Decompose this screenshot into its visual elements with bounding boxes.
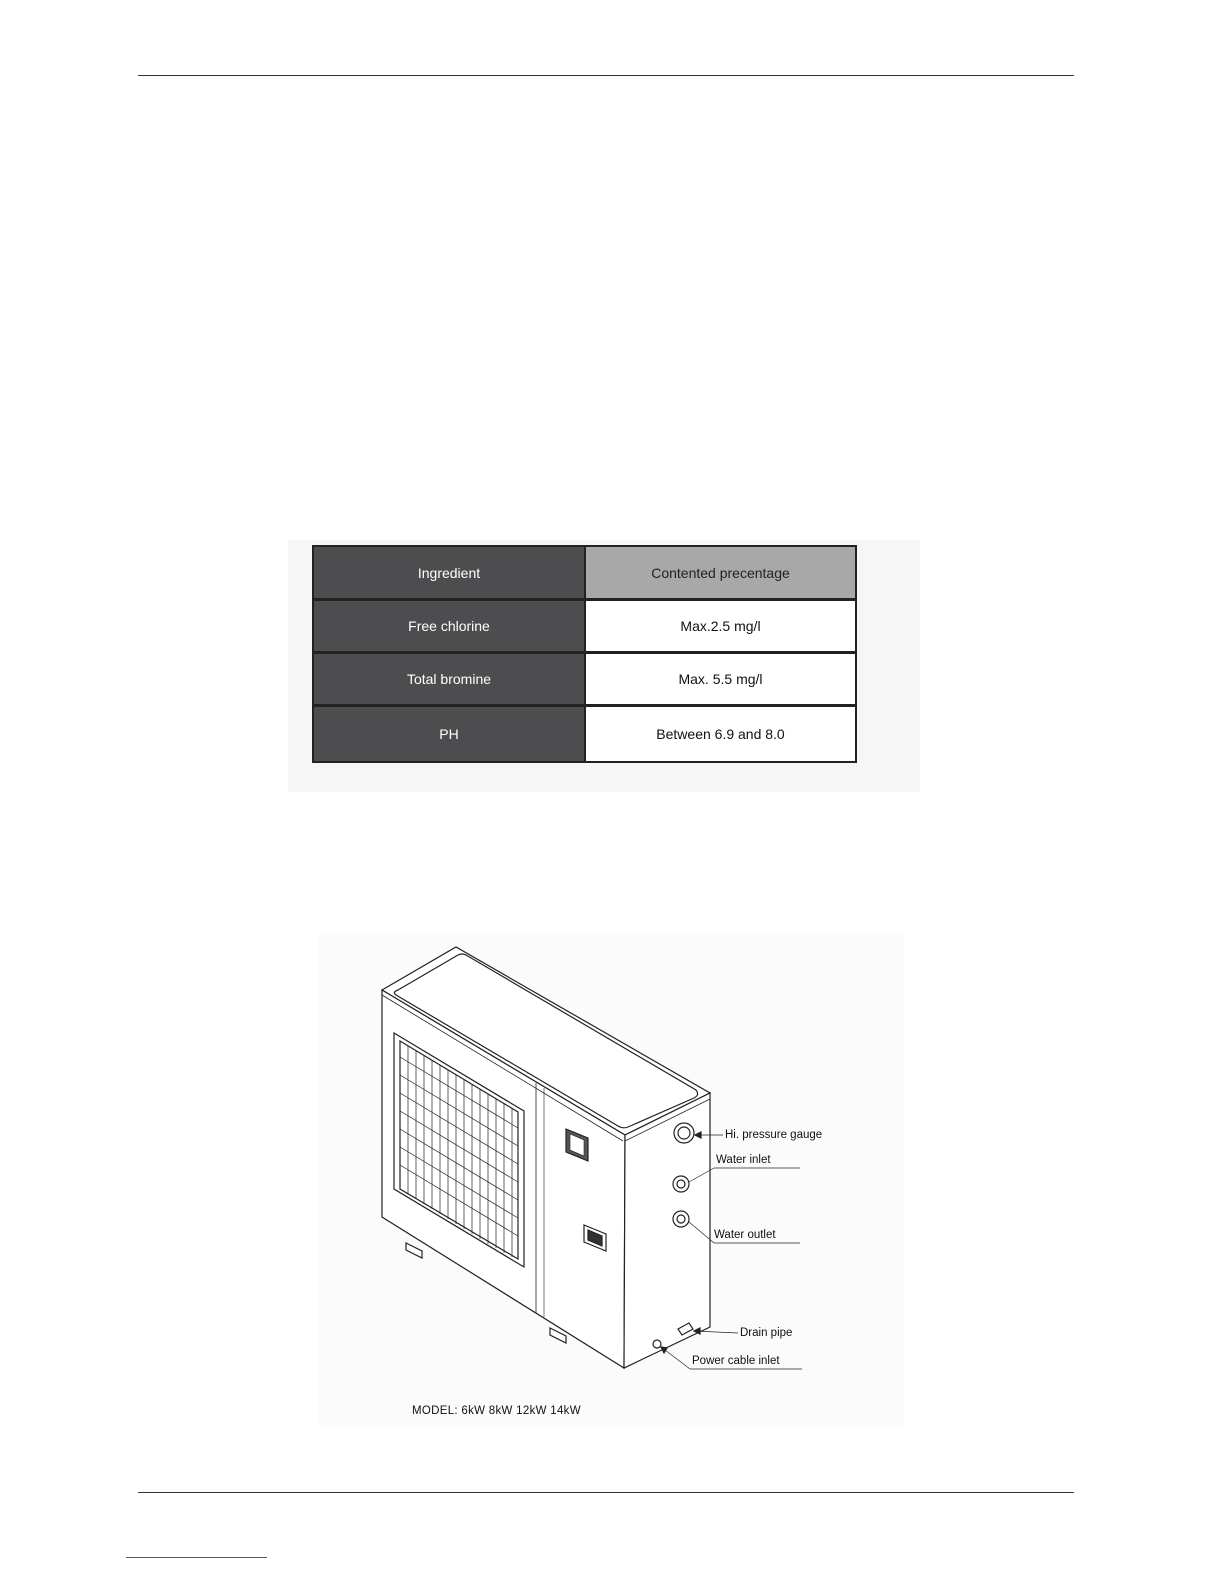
heat-pump-unit-drawing [318,935,904,1425]
header-percentage: Contented precentage [586,547,855,601]
water-chemistry-table [312,545,857,763]
row-value: Max. 5.5 mg/l [586,654,855,707]
row-ingredient: PH [314,707,586,761]
header-rule [138,75,1074,76]
callout-pressure-gauge: Hi. pressure gauge [725,1129,823,1141]
row-value: Between 6.9 and 8.0 [586,707,855,761]
footer-link-underline[interactable] [126,1557,267,1558]
callout-water-outlet: Water outlet [714,1229,776,1241]
table-row [314,654,855,707]
callout-power-cable-inlet: Power cable inlet [692,1355,780,1367]
table-row [314,707,855,761]
table-row [314,601,855,654]
header-ingredient: Ingredient [314,547,586,601]
footer-rule [138,1492,1074,1493]
model-caption: MODEL: 6kW 8kW 12kW 14kW [412,1405,581,1417]
table-header-row [314,547,855,601]
water-chemistry-table-image [288,540,920,792]
heat-pump-unit-figure [318,935,904,1425]
row-ingredient: Total bromine [314,654,586,707]
row-value: Max.2.5 mg/l [586,601,855,654]
callout-water-inlet: Water inlet [716,1154,771,1166]
row-ingredient: Free chlorine [314,601,586,654]
callout-drain-pipe: Drain pipe [740,1327,793,1339]
